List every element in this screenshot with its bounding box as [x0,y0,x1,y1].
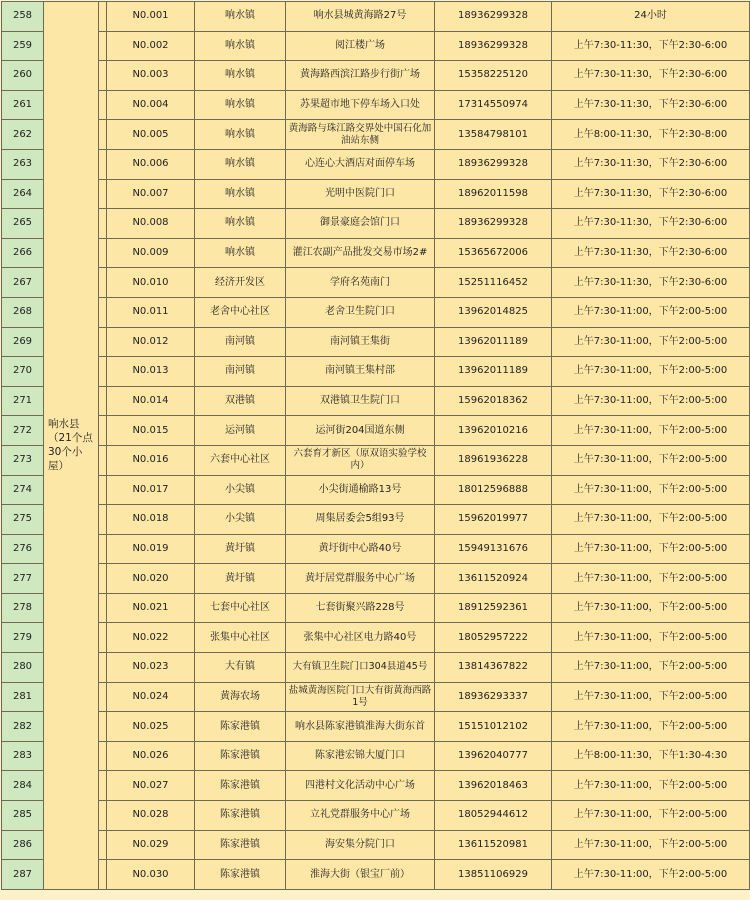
phone-cell: 18936293337 [435,682,552,712]
hours-cell: 上午8:00-11:30，下午2:30-8:00 [552,120,750,150]
phone-cell: 18912592361 [435,593,552,623]
town-cell: 六套中心社区 [195,445,286,475]
spacer-cell [99,741,107,771]
row-number-cell: 276 [2,534,44,564]
hours-cell: 上午7:30-11:00，下午2:00-5:00 [552,801,750,831]
phone-cell: 15962018362 [435,386,552,416]
row-number-cell: 285 [2,801,44,831]
address-cell: 响水县陈家港镇淮海大街东首 [286,712,435,742]
hours-cell: 上午7:30-11:00，下午2:00-5:00 [552,771,750,801]
phone-cell: 18052957222 [435,623,552,653]
phone-cell: 13962011189 [435,357,552,387]
phone-cell: 13962040777 [435,741,552,771]
row-number-cell: 272 [2,416,44,446]
site-code-cell: N0.001 [107,2,195,32]
table-row [2,771,750,801]
table-row [2,712,750,742]
site-code-cell: N0.016 [107,445,195,475]
address-cell: 学府名苑南门 [286,268,435,298]
spacer-cell [99,712,107,742]
hours-cell: 上午7:30-11:00，下午2:00-5:00 [552,357,750,387]
town-cell: 双港镇 [195,386,286,416]
table-row [2,357,750,387]
hours-cell: 上午7:30-11:00，下午2:00-5:00 [552,830,750,860]
site-code-cell: N0.003 [107,61,195,91]
town-cell: 响水镇 [195,2,286,32]
address-cell: 黄圩居党群服务中心广场 [286,564,435,594]
address-cell: 大有镇卫生院门口304县道45号 [286,653,435,683]
hours-cell: 上午7:30-11:00，下午2:00-5:00 [552,445,750,475]
address-cell: 苏果超市地下停车场入口处 [286,90,435,120]
table-row [2,564,750,594]
site-code-cell: N0.024 [107,682,195,712]
site-code-cell: N0.002 [107,31,195,61]
site-code-cell: N0.019 [107,534,195,564]
address-cell: 黄圩街中心路40号 [286,534,435,564]
address-cell: 灌江农副产品批发交易市场2# [286,238,435,268]
row-number-cell: 280 [2,653,44,683]
hours-cell: 上午7:30-11:00，下午2:00-5:00 [552,653,750,683]
spacer-cell [99,179,107,209]
phone-cell: 18936299328 [435,31,552,61]
phone-cell: 13962018463 [435,771,552,801]
town-cell: 响水镇 [195,31,286,61]
site-code-cell: N0.004 [107,90,195,120]
hours-cell: 上午8:00-11:30，下午1:30-4:30 [552,741,750,771]
site-code-cell: N0.017 [107,475,195,505]
address-cell: 运河街204国道东侧 [286,416,435,446]
table-row [2,2,750,32]
table-row [2,505,750,535]
hours-cell: 上午7:30-11:00，下午2:00-5:00 [552,593,750,623]
row-number-cell: 268 [2,297,44,327]
town-cell: 陈家港镇 [195,830,286,860]
row-number-cell: 273 [2,445,44,475]
spacer-cell [99,860,107,890]
town-cell: 南河镇 [195,357,286,387]
row-number-cell: 265 [2,209,44,239]
town-cell: 南河镇 [195,327,286,357]
town-cell: 陈家港镇 [195,771,286,801]
site-code-cell: N0.013 [107,357,195,387]
phone-cell: 18936299328 [435,209,552,239]
address-cell: 海安集分院门口 [286,830,435,860]
site-code-cell: N0.009 [107,238,195,268]
row-number-cell: 283 [2,741,44,771]
town-cell: 张集中心社区 [195,623,286,653]
row-number-cell: 275 [2,505,44,535]
site-code-cell: N0.007 [107,179,195,209]
address-cell: 立礼党群服务中心广场 [286,801,435,831]
county-cell: 响水县（21个点30个小屋） [44,2,99,890]
town-cell: 小尖镇 [195,505,286,535]
town-cell: 陈家港镇 [195,801,286,831]
phone-cell: 15962019977 [435,505,552,535]
phone-cell: 13814367822 [435,653,552,683]
address-cell: 陈家港宏锦大厦门口 [286,741,435,771]
table-row [2,860,750,890]
town-cell: 响水镇 [195,90,286,120]
row-number-cell: 270 [2,357,44,387]
table-row [2,297,750,327]
spacer-cell [99,386,107,416]
town-cell: 响水镇 [195,120,286,150]
site-code-cell: N0.006 [107,149,195,179]
table-row [2,801,750,831]
table-row [2,593,750,623]
site-code-cell: N0.028 [107,801,195,831]
address-cell: 阅江楼广场 [286,31,435,61]
table-row [2,386,750,416]
row-number-cell: 287 [2,860,44,890]
hours-cell: 上午7:30-11:00，下午2:00-5:00 [552,386,750,416]
phone-cell: 15251116452 [435,268,552,298]
row-number-cell: 262 [2,120,44,150]
phone-cell: 13584798101 [435,120,552,150]
site-code-cell: N0.008 [107,209,195,239]
town-cell: 运河镇 [195,416,286,446]
phone-cell: 15949131676 [435,534,552,564]
phone-cell: 13851106929 [435,860,552,890]
phone-cell: 13962014825 [435,297,552,327]
spacer-cell [99,771,107,801]
table-row [2,445,750,475]
hours-cell: 上午7:30-11:00，下午2:00-5:00 [552,475,750,505]
address-cell: 淮海大街（银宝厂前） [286,860,435,890]
table-row [2,90,750,120]
row-number-cell: 258 [2,2,44,32]
phone-cell: 18052944612 [435,801,552,831]
site-code-cell: N0.027 [107,771,195,801]
hours-cell: 上午7:30-11:00，下午2:00-5:00 [552,505,750,535]
phone-cell: 13611520981 [435,830,552,860]
town-cell: 响水镇 [195,149,286,179]
spacer-cell [99,238,107,268]
phone-cell: 15151012102 [435,712,552,742]
spacer-cell [99,209,107,239]
table-row [2,238,750,268]
hours-cell: 上午7:30-11:00，下午2:00-5:00 [552,712,750,742]
phone-cell: 18961936228 [435,445,552,475]
spacer-cell [99,416,107,446]
address-cell: 周集居委会5组93号 [286,505,435,535]
spacer-cell [99,31,107,61]
hours-cell: 上午7:30-11:30，下午2:30-6:00 [552,238,750,268]
town-cell: 黄圩镇 [195,564,286,594]
table-row [2,61,750,91]
hours-cell: 上午7:30-11:30，下午2:30-6:00 [552,31,750,61]
spacer-cell [99,445,107,475]
site-code-cell: N0.021 [107,593,195,623]
hours-cell: 上午7:30-11:30，下午2:30-6:00 [552,61,750,91]
table-body [2,2,750,890]
phone-cell: 17314550974 [435,90,552,120]
site-code-cell: N0.020 [107,564,195,594]
table-row [2,741,750,771]
row-number-cell: 261 [2,90,44,120]
town-cell: 大有镇 [195,653,286,683]
hours-cell: 上午7:30-11:00，下午2:00-5:00 [552,297,750,327]
phone-cell: 18936299328 [435,2,552,32]
table-row [2,31,750,61]
phone-cell: 15365672006 [435,238,552,268]
hours-cell: 上午7:30-11:30，下午2:30-6:00 [552,268,750,298]
town-cell: 响水镇 [195,179,286,209]
site-code-cell: N0.030 [107,860,195,890]
spacer-cell [99,534,107,564]
site-code-cell: N0.011 [107,297,195,327]
address-cell: 南河镇王集街 [286,327,435,357]
table-row [2,682,750,712]
row-number-cell: 281 [2,682,44,712]
hours-cell: 上午7:30-11:00，下午2:00-5:00 [552,564,750,594]
table-row [2,475,750,505]
row-number-cell: 282 [2,712,44,742]
hours-cell: 上午7:30-11:30，下午2:30-6:00 [552,209,750,239]
spacer-cell [99,593,107,623]
spacer-cell [99,268,107,298]
address-cell: 黄海路与珠江路交界处中国石化加油站东侧 [286,120,435,150]
site-code-cell: N0.022 [107,623,195,653]
address-cell: 双港镇卫生院门口 [286,386,435,416]
site-code-cell: N0.026 [107,741,195,771]
table-row [2,149,750,179]
town-cell: 陈家港镇 [195,860,286,890]
address-cell: 小尖街通榆路13号 [286,475,435,505]
hours-cell: 上午7:30-11:00，下午2:00-5:00 [552,682,750,712]
address-cell: 六套育才新区（原双语实验学校内） [286,445,435,475]
hours-cell: 上午7:30-11:30，下午2:30-6:00 [552,149,750,179]
table-row [2,534,750,564]
hours-cell: 上午7:30-11:00，下午2:00-5:00 [552,534,750,564]
town-cell: 小尖镇 [195,475,286,505]
row-number-cell: 277 [2,564,44,594]
hours-cell: 上午7:30-11:30，下午2:30-6:00 [552,179,750,209]
hours-cell: 上午7:30-11:30，下午2:30-6:00 [552,90,750,120]
town-cell: 陈家港镇 [195,741,286,771]
hours-cell: 上午7:30-11:00，下午2:00-5:00 [552,860,750,890]
site-code-cell: N0.025 [107,712,195,742]
row-number-cell: 274 [2,475,44,505]
town-cell: 响水镇 [195,238,286,268]
phone-cell: 13962010216 [435,416,552,446]
table-row [2,120,750,150]
site-code-cell: N0.012 [107,327,195,357]
row-number-cell: 271 [2,386,44,416]
site-code-cell: N0.014 [107,386,195,416]
spacer-cell [99,682,107,712]
spacer-cell [99,2,107,32]
spacer-cell [99,801,107,831]
spacer-cell [99,61,107,91]
site-code-cell: N0.010 [107,268,195,298]
table-row [2,830,750,860]
table-row [2,653,750,683]
spacer-cell [99,564,107,594]
row-number-cell: 269 [2,327,44,357]
address-cell: 黄海路西滨江路步行街广场 [286,61,435,91]
sites-table [1,1,750,890]
spacer-cell [99,120,107,150]
hours-cell: 上午7:30-11:00，下午2:00-5:00 [552,327,750,357]
table-row [2,179,750,209]
address-cell: 心连心大酒店对面停车场 [286,149,435,179]
table-row [2,416,750,446]
spacer-cell [99,623,107,653]
town-cell: 黄圩镇 [195,534,286,564]
address-cell: 响水县城黄海路27号 [286,2,435,32]
table-row [2,209,750,239]
table-row [2,327,750,357]
spacer-cell [99,830,107,860]
row-number-cell: 267 [2,268,44,298]
spacer-cell [99,327,107,357]
phone-cell: 13611520924 [435,564,552,594]
address-cell: 四港村文化活动中心广场 [286,771,435,801]
spacer-cell [99,475,107,505]
table-row [2,268,750,298]
town-cell: 七套中心社区 [195,593,286,623]
spacer-cell [99,653,107,683]
town-cell: 响水镇 [195,61,286,91]
address-cell: 老舍卫生院门口 [286,297,435,327]
spacer-cell [99,149,107,179]
phone-cell: 18012596888 [435,475,552,505]
town-cell: 经济开发区 [195,268,286,298]
spacer-cell [99,297,107,327]
row-number-cell: 278 [2,593,44,623]
site-code-cell: N0.029 [107,830,195,860]
row-number-cell: 263 [2,149,44,179]
address-cell: 光明中医院门口 [286,179,435,209]
phone-cell: 15358225120 [435,61,552,91]
spacer-cell [99,357,107,387]
row-number-cell: 264 [2,179,44,209]
town-cell: 陈家港镇 [195,712,286,742]
site-code-cell: N0.018 [107,505,195,535]
phone-cell: 18936299328 [435,149,552,179]
row-number-cell: 286 [2,830,44,860]
spacer-cell [99,505,107,535]
row-number-cell: 259 [2,31,44,61]
row-number-cell: 279 [2,623,44,653]
hours-cell: 上午7:30-11:00，下午2:00-5:00 [552,623,750,653]
address-cell: 七套街聚兴路228号 [286,593,435,623]
row-number-cell: 266 [2,238,44,268]
site-code-cell: N0.023 [107,653,195,683]
hours-cell: 上午7:30-11:00，下午2:00-5:00 [552,416,750,446]
spacer-cell [99,90,107,120]
hours-cell: 24小时 [552,2,750,32]
town-cell: 响水镇 [195,209,286,239]
address-cell: 张集中心社区电力路40号 [286,623,435,653]
town-cell: 老舍中心社区 [195,297,286,327]
phone-cell: 13962011189 [435,327,552,357]
phone-cell: 18962011598 [435,179,552,209]
site-code-cell: N0.005 [107,120,195,150]
town-cell: 黄海农场 [195,682,286,712]
address-cell: 盐城黄海医院门口大有街黄海西路1号 [286,682,435,712]
address-cell: 南河镇王集村部 [286,357,435,387]
table-row [2,623,750,653]
site-code-cell: N0.015 [107,416,195,446]
row-number-cell: 260 [2,61,44,91]
address-cell: 御景豪庭会馆门口 [286,209,435,239]
row-number-cell: 284 [2,771,44,801]
